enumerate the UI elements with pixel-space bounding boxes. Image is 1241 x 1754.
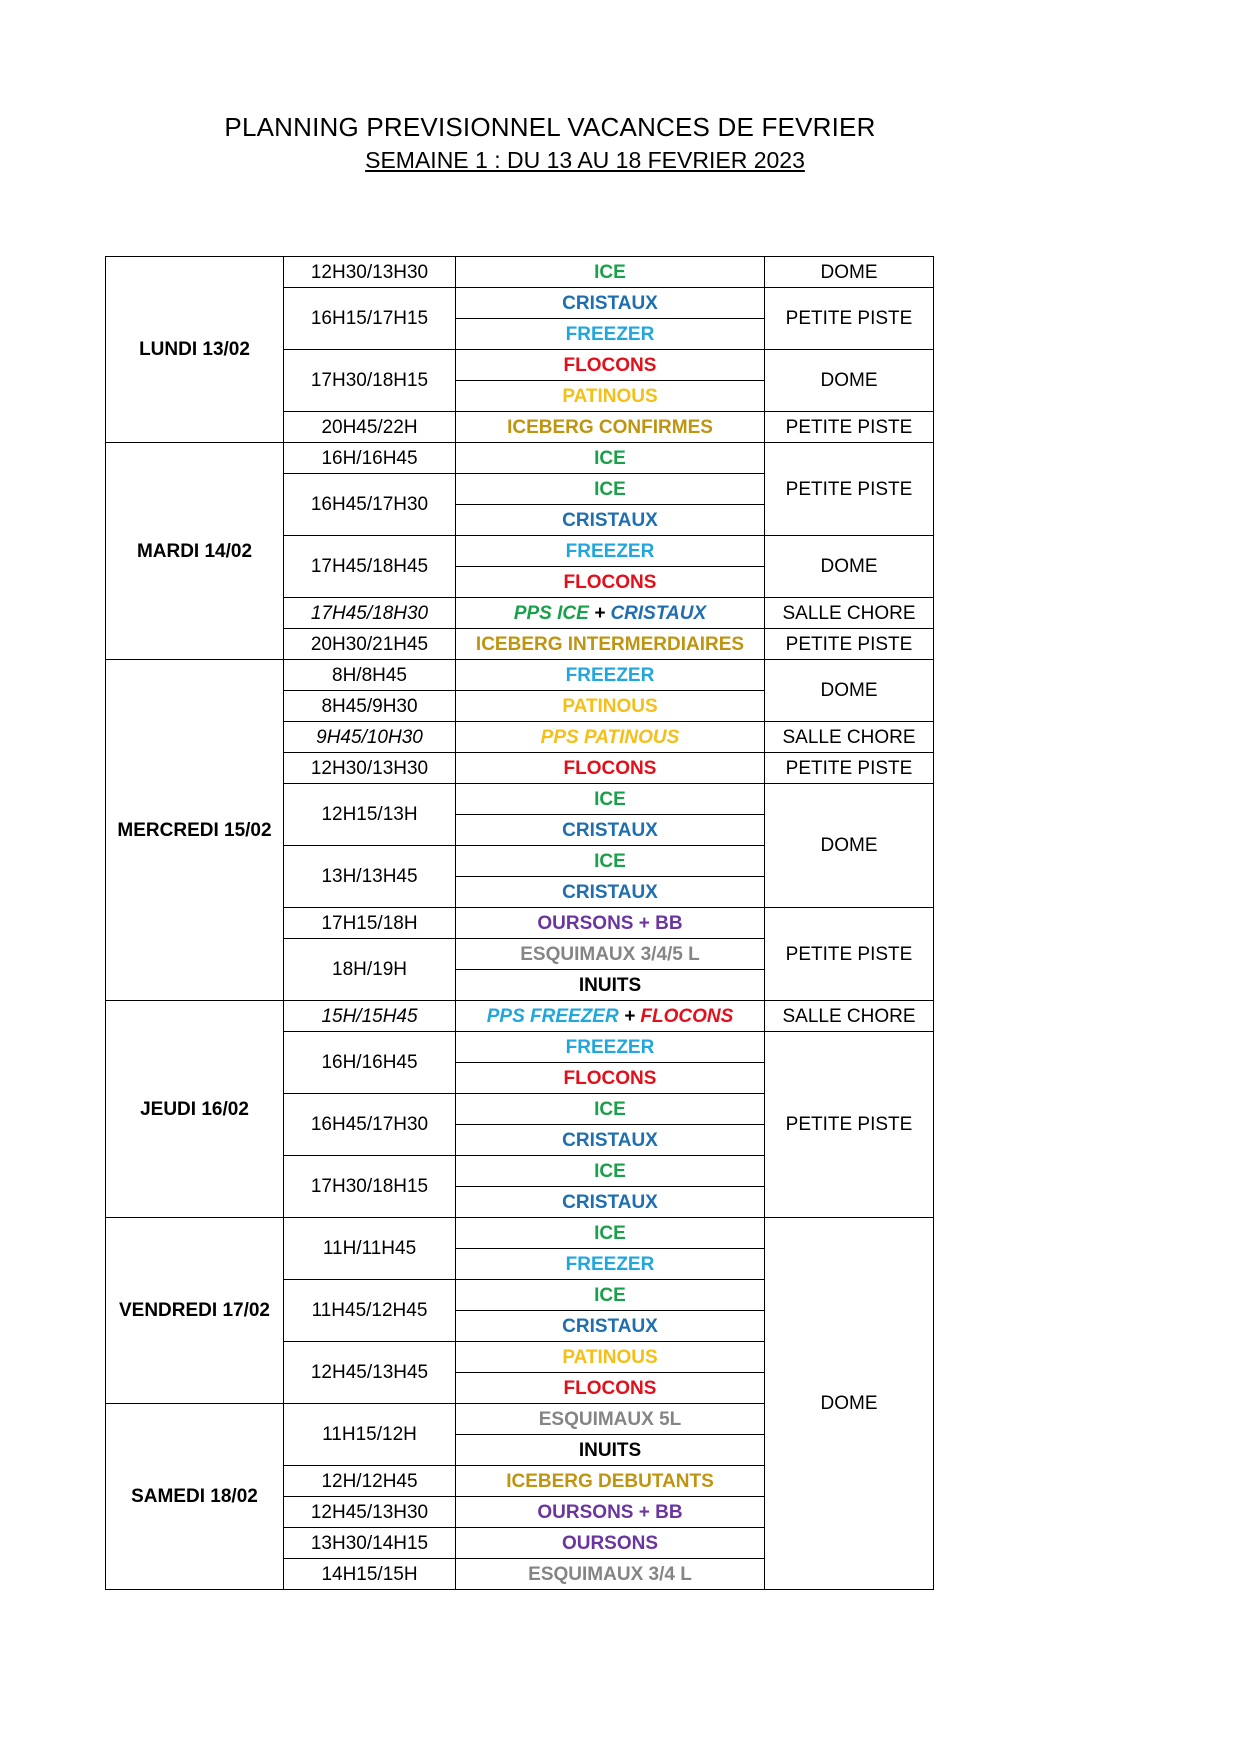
location-cell: SALLE CHORE [765, 722, 934, 753]
group-label: PATINOUS [562, 695, 658, 717]
group-label: ICE [594, 447, 626, 469]
group-cell [456, 846, 765, 877]
time-slot-cell: 17H30/18H15 [284, 350, 456, 412]
time-slot-cell: 17H30/18H15 [284, 1156, 456, 1218]
group-cell [456, 567, 765, 598]
group-label: CRISTAUX [562, 819, 658, 841]
group-cell [456, 1373, 765, 1404]
page-subtitle: SEMAINE 1 : DU 13 AU 18 FEVRIER 2023 [365, 147, 805, 173]
table-row [106, 257, 934, 288]
group-label: CRISTAUX [562, 1129, 658, 1151]
group-label: CRISTAUX [562, 1191, 658, 1213]
group-cell [456, 1404, 765, 1435]
group-cell [456, 1063, 765, 1094]
time-slot-cell: 12H30/13H30 [284, 257, 456, 288]
location-cell: PETITE PISTE [765, 412, 934, 443]
group-cell [456, 939, 765, 970]
group-label: + [618, 1005, 641, 1027]
group-label: ICE [594, 1284, 626, 1306]
time-slot-cell: 17H15/18H [284, 908, 456, 939]
location-cell: DOME [765, 1218, 934, 1590]
group-label: PPS PATINOUS [540, 726, 680, 748]
location-cell: PETITE PISTE [765, 443, 934, 536]
group-label: FLOCONS [563, 354, 657, 376]
group-cell [456, 660, 765, 691]
time-slot-cell: 18H/19H [284, 939, 456, 1001]
group-cell [456, 1001, 765, 1032]
time-slot-cell: 16H/16H45 [284, 1032, 456, 1094]
time-slot-cell: 16H45/17H30 [284, 474, 456, 536]
group-label: ESQUIMAUX 3/4/5 L [520, 943, 700, 965]
group-label: FREEZER [565, 540, 655, 562]
location-cell: PETITE PISTE [765, 288, 934, 350]
group-label: PPS ICE [513, 602, 589, 624]
day-cell: JEUDI 16/02 [106, 1001, 284, 1218]
group-cell [456, 257, 765, 288]
table-row [106, 660, 934, 691]
group-label: FREEZER [565, 664, 655, 686]
group-label: INUITS [578, 974, 642, 996]
group-label: PATINOUS [562, 385, 658, 407]
location-cell: SALLE CHORE [765, 598, 934, 629]
time-slot-cell: 11H/11H45 [284, 1218, 456, 1280]
location-cell: PETITE PISTE [765, 1032, 934, 1218]
time-slot-cell: 13H30/14H15 [284, 1528, 456, 1559]
location-cell: PETITE PISTE [765, 753, 934, 784]
group-label: ESQUIMAUX 5L [538, 1408, 682, 1430]
group-cell [456, 1218, 765, 1249]
time-slot-cell: 12H45/13H45 [284, 1342, 456, 1404]
group-cell [456, 784, 765, 815]
time-slot-cell: 20H45/22H [284, 412, 456, 443]
time-slot-cell: 16H/16H45 [284, 443, 456, 474]
time-slot-cell: 8H45/9H30 [284, 691, 456, 722]
group-label: ICE [594, 1160, 626, 1182]
location-cell: DOME [765, 784, 934, 908]
page-title: PLANNING PREVISIONNEL VACANCES DE FEVRIER [224, 112, 876, 142]
group-cell [456, 1435, 765, 1466]
group-label: INUITS [578, 1439, 642, 1461]
time-slot-cell: 11H45/12H45 [284, 1280, 456, 1342]
group-label: PPS FREEZER [486, 1005, 619, 1027]
time-slot-cell: 9H45/10H30 [284, 722, 456, 753]
time-slot-cell: 12H/12H45 [284, 1466, 456, 1497]
location-cell: DOME [765, 350, 934, 412]
group-label: ICEBERG DEBUTANTS [506, 1470, 714, 1492]
group-cell [456, 1342, 765, 1373]
group-cell [456, 815, 765, 846]
group-cell [456, 1311, 765, 1342]
group-cell [456, 1497, 765, 1528]
group-label: OURSONS + BB [537, 912, 683, 934]
group-label: OURSONS [561, 1532, 659, 1554]
time-slot-cell: 17H45/18H45 [284, 536, 456, 598]
group-label: FLOCONS [563, 1377, 657, 1399]
group-label: + [588, 602, 611, 624]
time-slot-cell: 11H15/12H [284, 1404, 456, 1466]
group-cell [456, 877, 765, 908]
time-slot-cell: 12H45/13H30 [284, 1497, 456, 1528]
group-cell [456, 350, 765, 381]
group-cell [456, 1466, 765, 1497]
group-cell [456, 443, 765, 474]
group-label: ICEBERG CONFIRMES [507, 416, 713, 438]
time-slot-cell: 16H15/17H15 [284, 288, 456, 350]
group-cell [456, 1280, 765, 1311]
group-cell [456, 598, 765, 629]
group-cell [456, 505, 765, 536]
group-label: FREEZER [565, 1253, 655, 1275]
time-slot-cell: 12H15/13H [284, 784, 456, 846]
group-label: CRISTAUX [562, 292, 658, 314]
location-cell: DOME [765, 536, 934, 598]
group-label: FLOCONS [563, 757, 657, 779]
time-slot-cell: 15H/15H45 [284, 1001, 456, 1032]
table-row [106, 443, 934, 474]
group-cell [456, 412, 765, 443]
group-cell [456, 288, 765, 319]
group-cell [456, 474, 765, 505]
planning-table [105, 256, 934, 1590]
group-cell [456, 1559, 765, 1590]
group-label: PATINOUS [562, 1346, 658, 1368]
group-label: ICE [594, 478, 626, 500]
group-cell [456, 1032, 765, 1063]
group-cell [456, 908, 765, 939]
table-row [106, 1218, 934, 1249]
group-label: ICEBERG INTERMERDIAIRES [475, 633, 745, 655]
group-cell [456, 1156, 765, 1187]
group-label: ICE [594, 1222, 626, 1244]
day-cell: VENDREDI 17/02 [106, 1218, 284, 1404]
day-cell: LUNDI 13/02 [106, 257, 284, 443]
group-cell [456, 536, 765, 567]
time-slot-cell: 14H15/15H [284, 1559, 456, 1590]
time-slot-cell: 12H30/13H30 [284, 753, 456, 784]
group-label: CRISTAUX [610, 602, 707, 624]
group-cell [456, 970, 765, 1001]
planning-table-body [106, 257, 934, 1590]
location-cell: DOME [765, 660, 934, 722]
group-cell [456, 753, 765, 784]
group-cell [456, 1528, 765, 1559]
group-label: FREEZER [565, 323, 655, 345]
group-label: ICE [594, 788, 626, 810]
group-label: ICE [594, 1098, 626, 1120]
group-cell [456, 1249, 765, 1280]
group-cell [456, 691, 765, 722]
group-cell [456, 1125, 765, 1156]
table-row [106, 1001, 934, 1032]
group-label: ICE [594, 850, 626, 872]
location-cell: PETITE PISTE [765, 908, 934, 1001]
group-label: CRISTAUX [562, 881, 658, 903]
group-cell [456, 319, 765, 350]
time-slot-cell: 16H45/17H30 [284, 1094, 456, 1156]
group-cell [456, 1094, 765, 1125]
group-label: CRISTAUX [562, 1315, 658, 1337]
day-cell: SAMEDI 18/02 [106, 1404, 284, 1590]
group-label: ICE [594, 261, 626, 283]
time-slot-cell: 17H45/18H30 [284, 598, 456, 629]
day-cell: MARDI 14/02 [106, 443, 284, 660]
group-cell [456, 381, 765, 412]
day-cell: MERCREDI 15/02 [106, 660, 284, 1001]
location-cell: SALLE CHORE [765, 1001, 934, 1032]
group-label: OURSONS + BB [537, 1501, 683, 1523]
group-cell [456, 722, 765, 753]
time-slot-cell: 20H30/21H45 [284, 629, 456, 660]
time-slot-cell: 8H/8H45 [284, 660, 456, 691]
group-label: FLOCONS [640, 1005, 734, 1027]
location-cell: PETITE PISTE [765, 629, 934, 660]
group-label: FLOCONS [563, 571, 657, 593]
group-label: FLOCONS [563, 1067, 657, 1089]
group-label: ESQUIMAUX 3/4 L [528, 1563, 692, 1585]
group-label: FREEZER [565, 1036, 655, 1058]
group-cell [456, 1187, 765, 1218]
location-cell: DOME [765, 257, 934, 288]
group-label: CRISTAUX [562, 509, 658, 531]
time-slot-cell: 13H/13H45 [284, 846, 456, 908]
group-cell [456, 629, 765, 660]
